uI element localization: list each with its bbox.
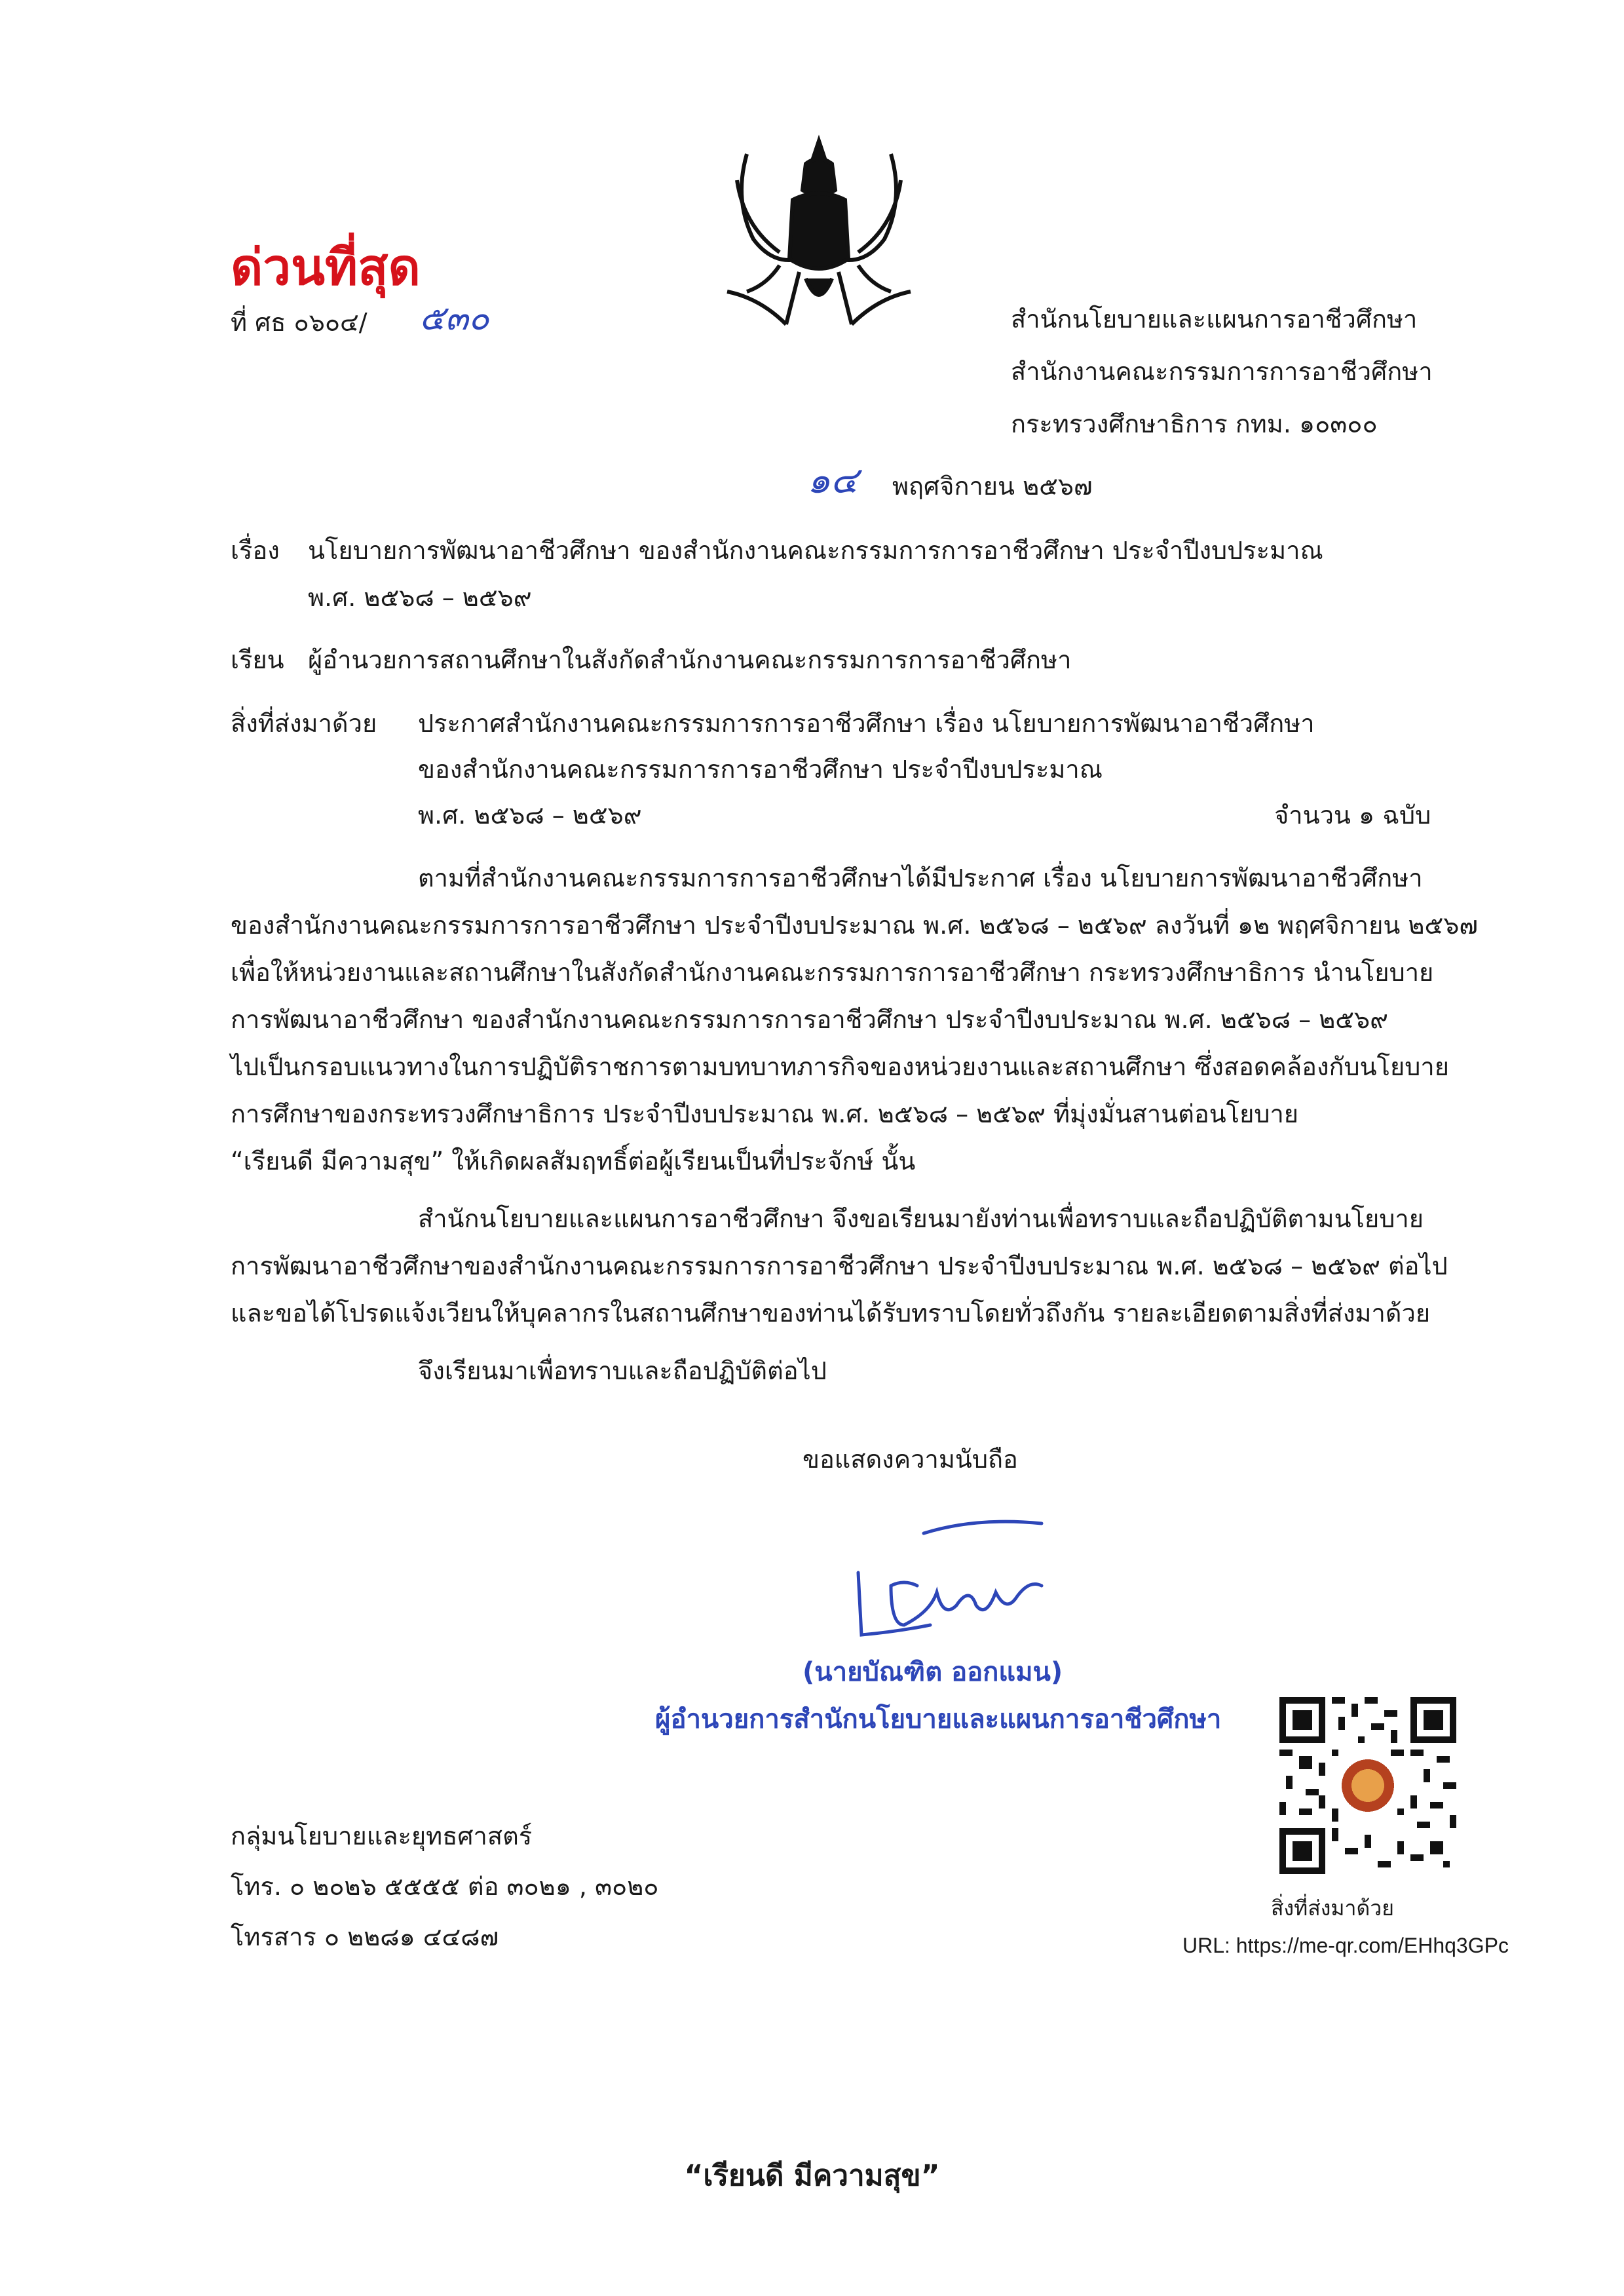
body-para1-line-3: เพื่อให้หน่วยงานและสถานศึกษาในสังกัดสำนักงานคณะกรรมการการอาชีวศึกษา กระทรวงศึกษาธิการ นำนโยบาย	[231, 958, 1434, 987]
body-para1-line-6: การศึกษาของกระทรวงศึกษาธิการ ประจำปีงบประมาณ พ.ศ. ๒๕๖๘ – ๒๕๖๙ ที่มุ่งมั่นสานต่อนโยบาย	[231, 1100, 1299, 1128]
handwritten-signature	[845, 1514, 1061, 1645]
enclosure-line-2: ของสำนักงานคณะกรรมการการอาชีวศึกษา ประจำปีงบประมาณ	[418, 755, 1103, 784]
date-day-handwritten: ๑๔	[807, 459, 858, 502]
reference-number-handwritten: ๕๓๐	[419, 299, 489, 338]
urgency-stamp: ด่วนที่สุด	[231, 238, 421, 296]
body-para1-line-1: ตามที่สำนักงานคณะกรรมการการอาชีวศึกษาได้มีประกาศ เรื่อง นโยบายการพัฒนาอาชีวศึกษา	[418, 864, 1423, 892]
subject-line-1: นโยบายการพัฒนาอาชีวศึกษา ของสำนักงานคณะกรรมการการอาชีวศึกษา ประจำปีงบประมาณ	[308, 536, 1323, 565]
contact-phone: โทร. ๐ ๒๐๒๖ ๕๕๕๕ ต่อ ๓๐๒๑ , ๓๐๒๐	[231, 1872, 659, 1901]
qr-code[interactable]	[1279, 1697, 1456, 1874]
body-para1-line-5: ไปเป็นกรอบแนวทางในการปฏิบัติราชการตามบทบาทภารกิจของหน่วยงานและสถานศึกษา ซึ่งสอดคล้องกับนโยบาย	[231, 1052, 1450, 1081]
signer-title: ผู้อำนวยการสำนักนโยบายและแผนการอาชีวศึกษา	[655, 1704, 1222, 1734]
body-para1-line-2: ของสำนักงานคณะกรรมการการอาชีวศึกษา ประจำปีงบประมาณ พ.ศ. ๒๕๖๘ – ๒๕๖๙ ลงวันที่ ๑๒ พฤศจิกายน ๒๕๖๗	[231, 911, 1478, 940]
enclosure-label: สิ่งที่ส่งมาด้วย	[231, 709, 377, 738]
body-para1-line-7: “เรียนดี มีความสุข” ให้เกิดผลสัมฤทธิ์ต่อผู้เรียนเป็นที่ประจักษ์ นั้น	[231, 1147, 916, 1176]
enclosure-line-1: ประกาศสำนักงานคณะกรรมการการอาชีวศึกษา เรื่อง นโยบายการพัฒนาอาชีวศึกษา	[418, 709, 1315, 738]
footer-motto: “เรียนดี มีความสุข”	[684, 2159, 940, 2192]
subject-line-2: พ.ศ. ๒๕๖๘ – ๒๕๖๙	[308, 583, 532, 612]
body-para2-line-1: สำนักนโยบายและแผนการอาชีวศึกษา จึงขอเรียนมายังท่านเพื่อทราบและถือปฏิบัติตามนโยบาย	[418, 1204, 1424, 1233]
contact-fax: โทรสาร ๐ ๒๒๘๑ ๔๔๘๗	[231, 1923, 499, 1951]
body-para2-line-2: การพัฒนาอาชีวศึกษาของสำนักงานคณะกรรมการการอาชีวศึกษา ประจำปีงบประมาณ พ.ศ. ๒๕๖๘ – ๒๕๖๙ ต่อไป	[231, 1252, 1448, 1280]
org-line-3: กระทรวงศึกษาธิการ กทม. ๑๐๓๐๐	[1011, 410, 1378, 438]
garuda-emblem-icon	[708, 128, 930, 344]
closing-regards: ขอแสดงความนับถือ	[803, 1445, 1018, 1474]
qr-url[interactable]: URL: https://me-qr.com/EHhq3GPc	[1182, 1934, 1509, 1957]
qr-caption: สิ่งที่ส่งมาด้วย	[1271, 1896, 1394, 1921]
org-line-2: สำนักงานคณะกรรมการการอาชีวศึกษา	[1011, 357, 1433, 386]
recipient-text: ผู้อำนวยการสถานศึกษาในสังกัดสำนักงานคณะกรรมการการอาชีวศึกษา	[308, 645, 1072, 674]
body-para1-line-4: การพัฒนาอาชีวศึกษา ของสำนักงานคณะกรรมการการอาชีวศึกษา ประจำปีงบประมาณ พ.ศ. ๒๕๖๘ – ๒๕๖๙	[231, 1005, 1388, 1034]
signer-name: (นายบัณฑิต ออกแมน)	[803, 1657, 1063, 1687]
recipient-label: เรียน	[231, 645, 284, 674]
reference-label: ที่ ศธ ๐๖๐๔/	[231, 308, 368, 337]
org-line-1: สำนักนโยบายและแผนการอาชีวศึกษา	[1011, 305, 1418, 334]
enclosure-line-3: พ.ศ. ๒๕๖๘ – ๒๕๖๙	[418, 801, 642, 830]
date-month-year: พฤศจิกายน ๒๕๖๗	[892, 472, 1093, 501]
enclosure-count: จำนวน ๑ ฉบับ	[1274, 801, 1431, 830]
body-para3: จึงเรียนมาเพื่อทราบและถือปฏิบัติต่อไป	[418, 1356, 827, 1385]
subject-label: เรื่อง	[231, 536, 280, 565]
contact-group: กลุ่มนโยบายและยุทธศาสตร์	[231, 1822, 533, 1850]
body-para2-line-3: และขอได้โปรดแจ้งเวียนให้บุคลากรในสถานศึกษาของท่านได้รับทราบโดยทั่วถึงกัน รายละเอียดตามสิ่งที่ส่งมาด้วย	[231, 1299, 1431, 1328]
